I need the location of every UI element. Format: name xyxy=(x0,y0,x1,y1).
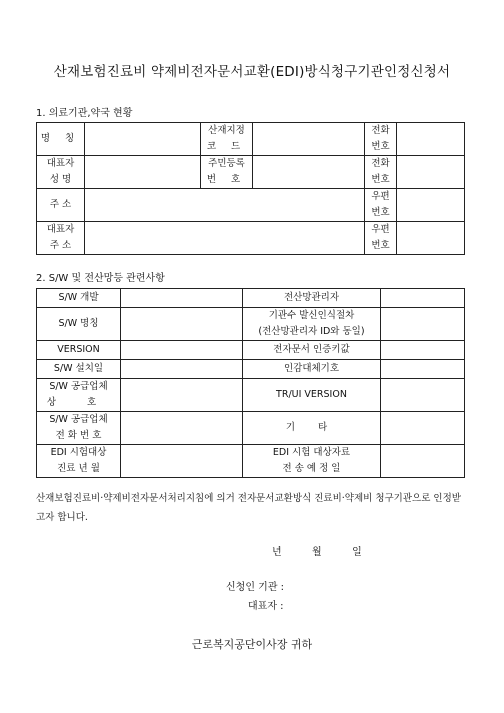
date-year-label: 년 xyxy=(272,547,282,558)
other-field[interactable] xyxy=(381,412,465,445)
label-auth-key: 전자문서 인증키값 xyxy=(243,341,381,360)
table-row xyxy=(37,289,465,308)
application-date xyxy=(272,543,362,558)
label-sw-name: S/W 명칭 xyxy=(37,308,121,341)
edi-transfer-date-field[interactable] xyxy=(381,445,465,478)
label-other: 기 타 xyxy=(243,412,381,445)
rep-phone-field[interactable] xyxy=(397,156,465,189)
label-sender-auth: 기관수 발신인식절차 (전산망관리자 ID와 동일) xyxy=(243,308,381,341)
label-sw-developer: S/W 개발 xyxy=(37,289,121,308)
addressee: 근로복지공단이사장 귀하 xyxy=(191,638,313,651)
row-label-postal: 우편 번호 xyxy=(365,189,397,222)
rep-postal-code-field[interactable] xyxy=(397,222,465,255)
label-version: VERSION xyxy=(37,341,121,360)
phone-field[interactable] xyxy=(397,123,465,156)
applicant-institution-label: 신청인 기관 : xyxy=(226,582,285,593)
version-field[interactable] xyxy=(121,341,243,360)
row-label-code: 산재지정 코 드 xyxy=(201,123,253,156)
date-day-label: 일 xyxy=(352,547,362,558)
form-title: 산재보험진료비 약제비전자문서교환(EDI)방식청구기관인정신청서 xyxy=(53,64,451,80)
seal-code-field[interactable] xyxy=(381,360,465,379)
institution-name-field[interactable] xyxy=(85,123,201,156)
postal-code-field[interactable] xyxy=(397,189,465,222)
table-row xyxy=(37,360,465,379)
label-edi-test-month: EDI 시험대상 진료 년 월 xyxy=(37,445,121,478)
label-trui-version: TR/UI VERSION xyxy=(243,379,381,412)
label-supplier-phone: S/W 공급업체 전 화 번 호 xyxy=(37,412,121,445)
row-label-rep-postal: 우편 번호 xyxy=(365,222,397,255)
label-install-date: S/W 설치일 xyxy=(37,360,121,379)
table-row xyxy=(37,123,465,156)
rep-name-field[interactable] xyxy=(85,156,201,189)
designation-code-field[interactable] xyxy=(253,123,365,156)
auth-key-field[interactable] xyxy=(381,341,465,360)
section2-heading: 2. S/W 및 전산망등 관련사항 xyxy=(36,273,165,284)
resident-number-field[interactable] xyxy=(253,156,365,189)
label-edi-transfer-date: EDI 시험 대상자료 전 송 예 정 일 xyxy=(243,445,381,478)
application-statement: 산재보험진료비·약제비전자문서처리지침에 의거 전자문서교환방식 진료비·약제비 청구기관으로 인정받고자 합니다. xyxy=(36,493,461,523)
table-row xyxy=(37,412,465,445)
row-label-rep-name: 대표자 성 명 xyxy=(37,156,85,189)
label-supplier-name: S/W 공급업체 상 호 xyxy=(37,379,121,412)
sw-developer-field[interactable] xyxy=(121,289,243,308)
supplier-name-field[interactable] xyxy=(121,379,243,412)
network-manager-field[interactable] xyxy=(381,289,465,308)
table-row xyxy=(37,445,465,478)
table-row xyxy=(37,222,465,255)
row-label-rep-phone: 전화 번호 xyxy=(365,156,397,189)
table-row xyxy=(37,308,465,341)
sw-name-field[interactable] xyxy=(121,308,243,341)
label-network-manager: 전산망관리자 xyxy=(243,289,381,308)
applicant-block xyxy=(226,578,284,616)
table-row xyxy=(37,156,465,189)
rep-address-field[interactable] xyxy=(85,222,365,255)
date-month-label: 월 xyxy=(312,547,322,558)
trui-version-field[interactable] xyxy=(381,379,465,412)
row-label-rep-address: 대표자 주 소 xyxy=(37,222,85,255)
section1-heading: 1. 의료기관,약국 현황 xyxy=(36,108,133,119)
row-label-phone: 전화 번호 xyxy=(365,123,397,156)
table-row xyxy=(37,379,465,412)
label-seal-code: 인감대체기호 xyxy=(243,360,381,379)
sender-auth-field[interactable] xyxy=(381,308,465,341)
institution-status-table xyxy=(36,122,465,255)
table-row xyxy=(37,341,465,360)
edi-test-month-field[interactable] xyxy=(121,445,243,478)
software-network-table xyxy=(36,288,465,478)
row-label-address: 주 소 xyxy=(37,189,85,222)
table-row xyxy=(37,189,465,222)
row-label-resident-number: 주민등록 번 호 xyxy=(201,156,253,189)
address-field[interactable] xyxy=(85,189,365,222)
row-label-name: 명 칭 xyxy=(37,123,85,156)
supplier-phone-field[interactable] xyxy=(121,412,243,445)
applicant-representative-label: 대표자 : xyxy=(248,601,284,612)
install-date-field[interactable] xyxy=(121,360,243,379)
